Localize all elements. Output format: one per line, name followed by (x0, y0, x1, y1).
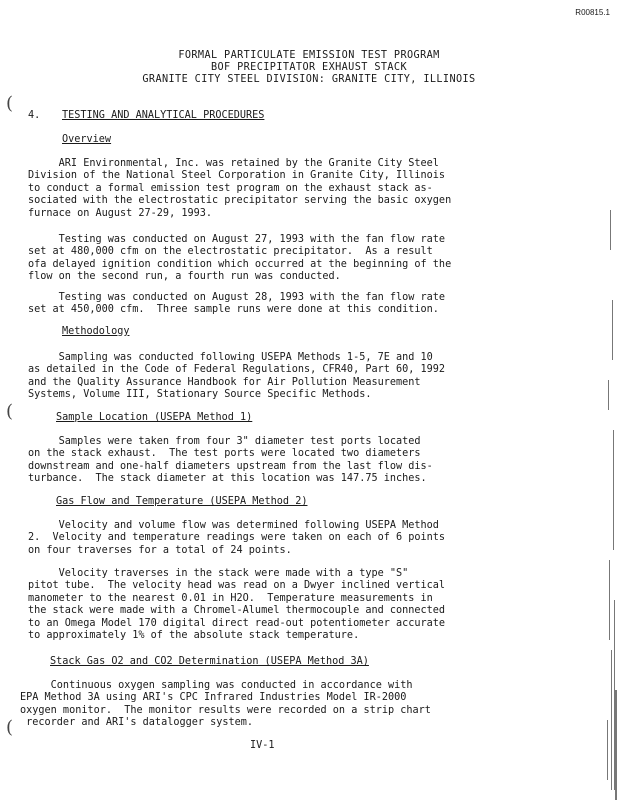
document-header (0, 50, 618, 86)
scan-edge-noise (558, 0, 618, 800)
overview-heading: Overview (62, 134, 112, 145)
sample-location-paragraph-1: Samples were taken from four 3" diameter test ports located on the stack exhaust. The test ports were located two diameters downstream and one-half diameters upstream from the last flow dis- turbance. The stack diameter at this location was 147.75 inches. (28, 436, 433, 485)
margin-bracket-mark: ( (6, 93, 14, 114)
gas-flow-paragraph-1: Velocity and volume flow was determined following USEPA Method 2. Velocity and temperature readings were taken on each of 6 points on four traverses for a total of 24 points. (28, 520, 446, 556)
stack-gas-heading: Stack Gas O2 and CO2 Determination (USEPA Method 3A) (50, 656, 369, 667)
methodology-paragraph-1: Sampling was conducted following USEPA Methods 1-5, 7E and 10 as detailed in the Code of Federal Regulations, CFR40, Part 60, 1992 and the Quality Assurance Handbook for Air Pollution Measurement Systems, Volume III, Stationary Source Specific Methods. (28, 352, 446, 401)
gas-flow-heading: Gas Flow and Temperature (USEPA Method 2) (56, 496, 308, 507)
margin-bracket-mark: ( (6, 717, 14, 738)
section-title: TESTING AND ANALYTICAL PROCEDURES (62, 110, 265, 121)
overview-paragraph-1: ARI Environmental, Inc. was retained by the Granite City Steel Division of the National Steel Corporation in Granite City, Illinois to conduct a formal emission test program on the exhaust stack as- sociated with the electrostatic precipitator serving the basic oxygen furnace on August 27-29, 1993. (28, 158, 452, 219)
margin-bracket-mark: ( (6, 401, 14, 422)
sample-location-heading: Sample Location (USEPA Method 1) (56, 412, 253, 423)
section-number: 4. (28, 110, 41, 121)
header-line-3: GRANITE CITY STEEL DIVISION: GRANITE CITY, ILLINOIS (142, 74, 476, 85)
page-number: IV-1 (250, 740, 275, 751)
gas-flow-paragraph-2: Velocity traverses in the stack were made with a type "S" pitot tube. The velocity head was read on a Dwyer inclined vertical manometer to the nearest 0.01 in H2O. Temperature measurements in the stack were made with a Chromel-Alumel thermocouple and connected to an Omega Model 170 digital direct read-out potentiometer accurate to approximately 1% of the absolute stack temperature. (28, 568, 446, 642)
overview-paragraph-3: Testing was conducted on August 28, 1993 with the fan flow rate set at 450,000 cfm. Three sample runs were done at this condition. (28, 292, 446, 316)
stack-gas-paragraph-1: Continuous oxygen sampling was conducted in accordance with EPA Method 3A using ARI's CPC Infrared Industries Model IR-2000 oxygen monitor. The monitor results were recorded on a strip chart recorder and ARI's datalogger system. (20, 680, 431, 729)
overview-paragraph-2: Testing was conducted on August 27, 1993 with the fan flow rate set at 480,000 cfm on the electrostatic precipitator. As a result ofa delayed ignition condition which occurred at the beginning of the flow on the second run, a fourth run was conducted. (28, 234, 452, 283)
methodology-heading: Methodology (62, 326, 130, 337)
header-line-1: FORMAL PARTICULATE EMISSION TEST PROGRAM (178, 50, 440, 61)
document-id: R00815.1 (575, 8, 610, 17)
header-line-2: BOF PRECIPITATOR EXHAUST STACK (210, 62, 407, 73)
